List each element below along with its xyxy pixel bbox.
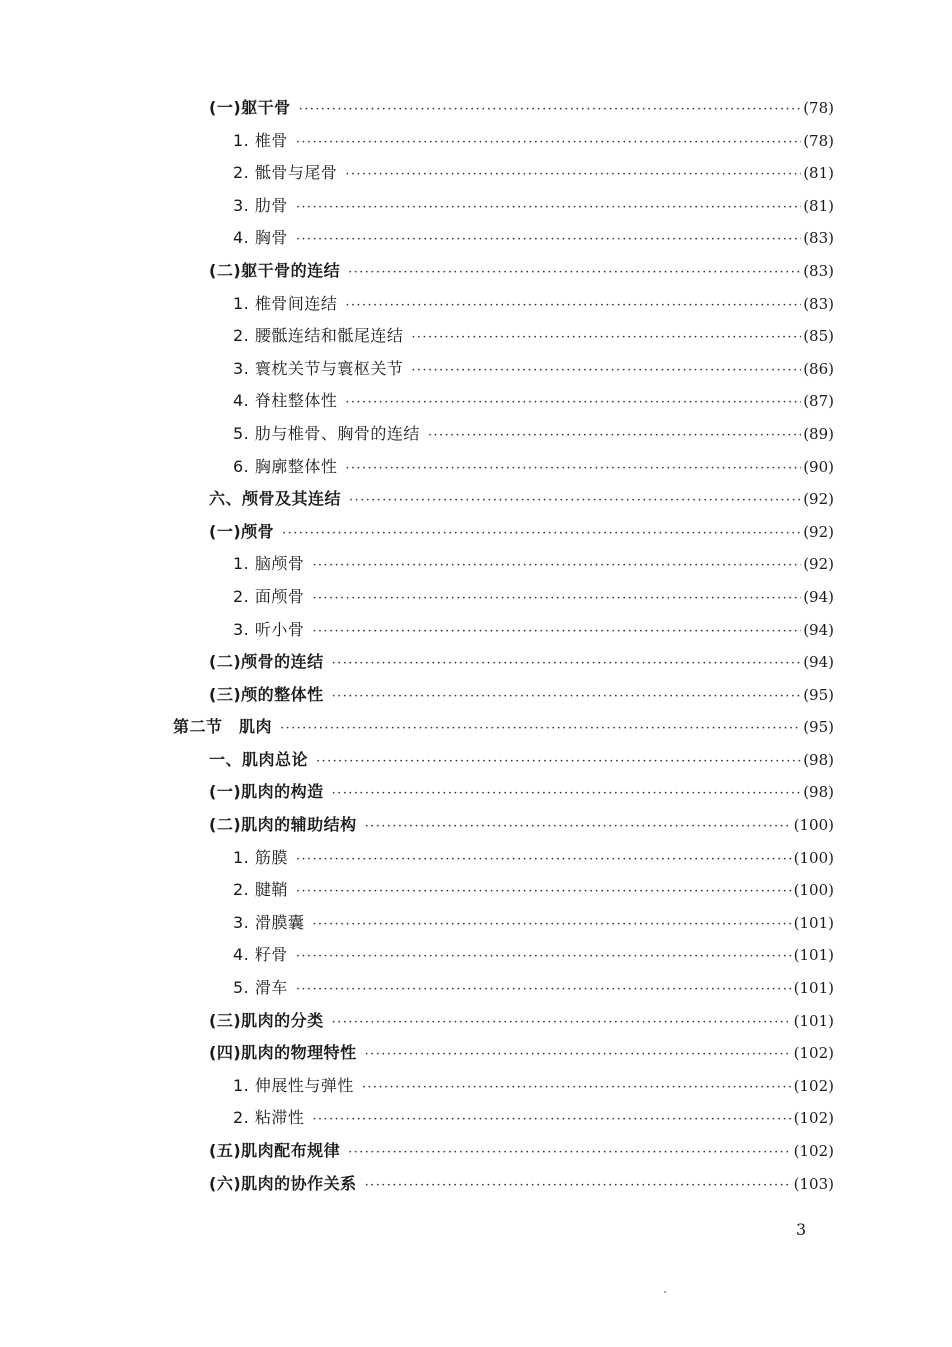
toc-dot-leader bbox=[312, 583, 801, 616]
toc-entry-title: (一)躯干骨 bbox=[209, 98, 291, 117]
toc-entry[interactable] bbox=[0, 385, 952, 418]
toc-entry[interactable] bbox=[0, 483, 952, 516]
toc-entry-title: 2. 骶骨与尾骨 bbox=[233, 163, 338, 183]
toc-dot-leader bbox=[345, 159, 801, 192]
toc-dot-leader bbox=[345, 387, 801, 420]
toc-dot-leader bbox=[349, 485, 801, 518]
toc-dot-leader bbox=[312, 909, 791, 942]
toc-dot-leader bbox=[299, 94, 802, 127]
toc-entry[interactable] bbox=[0, 320, 952, 353]
toc-entry-title: 1. 椎骨 bbox=[233, 130, 288, 150]
toc-dot-leader bbox=[280, 713, 801, 746]
toc-dot-leader bbox=[365, 1039, 792, 1072]
toc-entry-page: (92) bbox=[803, 522, 834, 541]
toc-entry-page: (101) bbox=[793, 946, 834, 965]
toc-entry[interactable] bbox=[0, 1168, 952, 1201]
toc-dot-leader bbox=[348, 257, 801, 290]
toc-entry-page: (87) bbox=[803, 392, 834, 411]
toc-entry[interactable] bbox=[0, 353, 952, 386]
toc-dot-leader bbox=[312, 550, 801, 583]
table-of-contents bbox=[0, 92, 952, 1200]
toc-entry[interactable] bbox=[0, 614, 952, 647]
toc-dot-leader bbox=[362, 1072, 792, 1105]
toc-entry[interactable] bbox=[0, 711, 952, 744]
toc-dot-leader bbox=[365, 811, 792, 844]
toc-entry-title: 3. 滑膜囊 bbox=[233, 912, 305, 932]
toc-entry[interactable] bbox=[0, 125, 952, 158]
toc-entry[interactable] bbox=[0, 1135, 952, 1168]
toc-dot-leader bbox=[348, 1137, 792, 1170]
toc-entry-title: (二)躯干骨的连结 bbox=[209, 260, 341, 280]
toc-entry-title: 4. 脊柱整体性 bbox=[233, 391, 338, 411]
toc-dot-leader bbox=[312, 1104, 791, 1137]
toc-entry[interactable] bbox=[0, 1070, 952, 1103]
toc-entry[interactable] bbox=[0, 776, 952, 809]
toc-entry-page: (100) bbox=[793, 881, 834, 900]
toc-entry-page: (102) bbox=[793, 1076, 834, 1095]
toc-entry-title: 4. 胸骨 bbox=[233, 228, 288, 248]
toc-entry-page: (102) bbox=[793, 1109, 834, 1128]
toc-dot-leader bbox=[312, 616, 801, 649]
toc-dot-leader bbox=[296, 224, 801, 257]
toc-entry-title: 一、肌肉总论 bbox=[209, 749, 309, 769]
toc-entry-page: (94) bbox=[803, 620, 834, 639]
toc-entry-page: (94) bbox=[803, 653, 834, 672]
toc-entry-page: (81) bbox=[803, 164, 834, 183]
toc-entry-page: (100) bbox=[793, 848, 834, 867]
toc-dot-leader bbox=[332, 681, 802, 714]
toc-entry-page: (86) bbox=[803, 359, 834, 378]
toc-entry[interactable] bbox=[0, 516, 952, 549]
toc-entry-title: 1. 脑颅骨 bbox=[233, 554, 305, 574]
toc-entry[interactable] bbox=[0, 679, 952, 712]
toc-entry-page: (83) bbox=[803, 261, 834, 280]
toc-entry[interactable] bbox=[0, 451, 952, 484]
toc-dot-leader bbox=[296, 192, 801, 225]
toc-dot-leader bbox=[332, 648, 802, 681]
toc-dot-leader bbox=[296, 844, 792, 877]
toc-dot-leader bbox=[332, 778, 802, 811]
toc-dot-leader bbox=[296, 974, 792, 1007]
toc-entry-page: (102) bbox=[793, 1142, 834, 1160]
toc-entry[interactable] bbox=[0, 92, 952, 125]
toc-dot-leader bbox=[316, 746, 801, 779]
toc-entry-title: (二)颅骨的连结 bbox=[209, 652, 324, 672]
toc-entry-page: (101) bbox=[793, 1011, 834, 1030]
toc-entry-page: (101) bbox=[793, 913, 834, 932]
toc-entry[interactable] bbox=[0, 972, 952, 1005]
toc-entry-title: (五)肌肉配布规律 bbox=[209, 1141, 341, 1160]
toc-entry-title: 六、颅骨及其连结 bbox=[209, 489, 342, 509]
toc-dot-leader bbox=[296, 127, 801, 160]
toc-entry[interactable] bbox=[0, 874, 952, 907]
toc-entry-title: 5. 滑车 bbox=[233, 978, 288, 998]
toc-entry-title: 1. 筋膜 bbox=[233, 847, 288, 867]
toc-entry-page: (98) bbox=[803, 783, 834, 802]
toc-dot-leader bbox=[345, 290, 801, 323]
toc-dot-leader bbox=[428, 420, 801, 453]
toc-entry-page: (95) bbox=[803, 685, 834, 704]
toc-entry-page: (98) bbox=[803, 750, 834, 769]
toc-entry-page: (101) bbox=[793, 979, 834, 998]
toc-entry-page: (103) bbox=[793, 1174, 834, 1193]
toc-entry-title: (三)肌肉的分类 bbox=[209, 1010, 324, 1030]
toc-entry[interactable] bbox=[0, 548, 952, 581]
toc-entry[interactable] bbox=[0, 646, 952, 679]
toc-entry-title: 5. 肋与椎骨、胸骨的连结 bbox=[233, 423, 420, 443]
toc-entry[interactable] bbox=[0, 907, 952, 940]
toc-dot-leader bbox=[332, 1007, 792, 1040]
toc-entry-page: (78) bbox=[803, 99, 834, 117]
toc-entry-title: 1. 伸展性与弹性 bbox=[233, 1075, 354, 1095]
toc-entry[interactable] bbox=[0, 809, 952, 842]
toc-entry[interactable] bbox=[0, 1005, 952, 1038]
toc-dot-leader bbox=[365, 1170, 792, 1203]
toc-dot-leader bbox=[296, 876, 792, 909]
toc-entry-title: (一)颅骨 bbox=[209, 521, 275, 541]
scan-speck bbox=[664, 1291, 666, 1293]
toc-entry-page: (90) bbox=[803, 457, 834, 476]
toc-entry-page: (92) bbox=[803, 555, 834, 574]
toc-entry-title: (三)颅的整体性 bbox=[209, 684, 324, 704]
toc-entry-title: 第二节 肌肉 bbox=[173, 717, 273, 737]
toc-entry-title: 3. 肋骨 bbox=[233, 195, 288, 215]
toc-entry-title: 2. 腱鞘 bbox=[233, 880, 288, 900]
toc-entry-page: (94) bbox=[803, 587, 834, 606]
toc-dot-leader bbox=[345, 453, 801, 486]
toc-entry-page: (95) bbox=[803, 718, 834, 737]
toc-entry-page: (83) bbox=[803, 229, 834, 248]
toc-entry-page: (100) bbox=[793, 816, 834, 835]
toc-entry[interactable] bbox=[0, 842, 952, 875]
toc-entry-page: (89) bbox=[803, 424, 834, 443]
toc-entry[interactable] bbox=[0, 157, 952, 190]
toc-entry-page: (85) bbox=[803, 327, 834, 346]
toc-entry-page: (102) bbox=[793, 1044, 834, 1063]
toc-entry[interactable] bbox=[0, 581, 952, 614]
toc-entry-title: (一)肌肉的构造 bbox=[209, 782, 324, 802]
toc-dot-leader bbox=[296, 941, 792, 974]
toc-entry-title: (二)肌肉的辅助结构 bbox=[209, 815, 357, 835]
toc-entry-title: 2. 面颅骨 bbox=[233, 586, 305, 606]
toc-entry-title: 6. 胸廓整体性 bbox=[233, 456, 338, 476]
toc-entry[interactable] bbox=[0, 744, 952, 777]
page-number: 3 bbox=[796, 1220, 807, 1239]
toc-entry-title: (六)肌肉的协作关系 bbox=[209, 1173, 357, 1193]
toc-entry-title: 1. 椎骨间连结 bbox=[233, 293, 338, 313]
toc-dot-leader bbox=[411, 322, 801, 355]
toc-entry-page: (83) bbox=[803, 294, 834, 313]
toc-entry[interactable] bbox=[0, 1037, 952, 1070]
toc-entry-title: 4. 籽骨 bbox=[233, 945, 288, 965]
toc-entry-page: (78) bbox=[803, 131, 834, 150]
toc-entry[interactable] bbox=[0, 255, 952, 288]
toc-entry[interactable] bbox=[0, 288, 952, 321]
toc-entry-page: (81) bbox=[803, 196, 834, 215]
toc-entry[interactable] bbox=[0, 190, 952, 223]
toc-entry-title: 2. 腰骶连结和骶尾连结 bbox=[233, 326, 404, 346]
toc-entry-title: 2. 粘滞性 bbox=[233, 1108, 305, 1128]
toc-entry-title: (四)肌肉的物理特性 bbox=[209, 1043, 357, 1063]
toc-dot-leader bbox=[411, 355, 801, 388]
toc-dot-leader bbox=[282, 518, 801, 551]
toc-entry[interactable] bbox=[0, 222, 952, 255]
toc-entry[interactable] bbox=[0, 418, 952, 451]
toc-entry-page: (92) bbox=[803, 490, 834, 509]
toc-entry[interactable] bbox=[0, 1102, 952, 1135]
toc-entry-title: 3. 听小骨 bbox=[233, 619, 305, 639]
toc-entry-title: 3. 寰枕关节与寰枢关节 bbox=[233, 358, 404, 378]
toc-entry[interactable] bbox=[0, 939, 952, 972]
